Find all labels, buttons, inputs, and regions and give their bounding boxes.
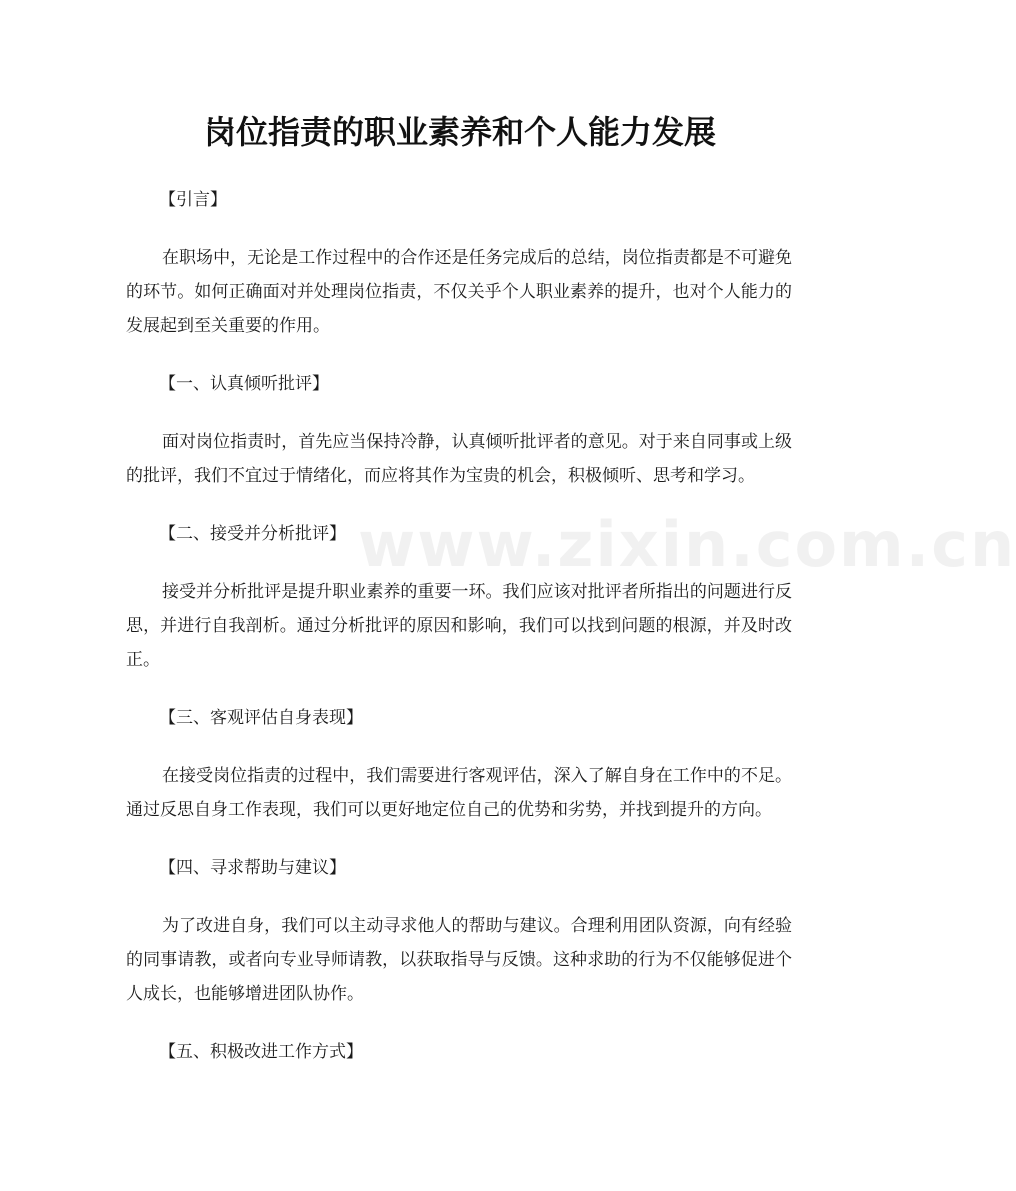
section-heading: 【四、寻求帮助与建议】: [159, 858, 346, 878]
section-5: [108, 1035, 792, 1069]
section-intro: [108, 183, 792, 343]
watermark: www.zixin.com.cn: [358, 508, 1016, 581]
document-title: 岗位指责的职业素养和个人能力发展: [203, 113, 716, 151]
section-paragraph: 接受并分析批评是提升职业素养的重要一环。我们应该对批评者所指出的问题进行反思，并进行自我剖析。通过分析批评的原因和影响，我们可以找到问题的根源，并及时改正。: [126, 582, 792, 670]
section-heading: 【引言】: [159, 190, 227, 210]
section-paragraph: 为了改进自身，我们可以主动寻求他人的帮助与建议。合理利用团队资源，向有经验的同事请教，或者向专业导师请教，以获取指导与反馈。这种求助的行为不仅能够促进个人成长，也能够增进团队协作。: [126, 916, 792, 1004]
section-paragraph: 面对岗位指责时，首先应当保持冷静，认真倾听批评者的意见。对于来自同事或上级的批评，我们不宜过于情绪化，而应将其作为宝贵的机会，积极倾听、思考和学习。: [126, 432, 792, 486]
section-1: [108, 367, 792, 493]
section-heading: 【二、接受并分析批评】: [159, 524, 346, 544]
section-3: [108, 701, 792, 827]
section-paragraph: 在接受岗位指责的过程中，我们需要进行客观评估，深入了解自身在工作中的不足。通过反思自身工作表现，我们可以更好地定位自己的优势和劣势，并找到提升的方向。: [126, 766, 792, 820]
section-2: [108, 517, 792, 677]
section-heading: 【一、认真倾听批评】: [159, 374, 329, 394]
document-body: [108, 183, 792, 1093]
section-paragraph: 在职场中，无论是工作过程中的合作还是任务完成后的总结，岗位指责都是不可避免的环节。如何正确面对并处理岗位指责，不仅关乎个人职业素养的提升，也对个人能力的发展起到至关重要的作用。: [126, 248, 792, 336]
section-heading: 【五、积极改进工作方式】: [159, 1042, 363, 1062]
section-4: [108, 851, 792, 1011]
section-heading: 【三、客观评估自身表现】: [159, 708, 363, 728]
